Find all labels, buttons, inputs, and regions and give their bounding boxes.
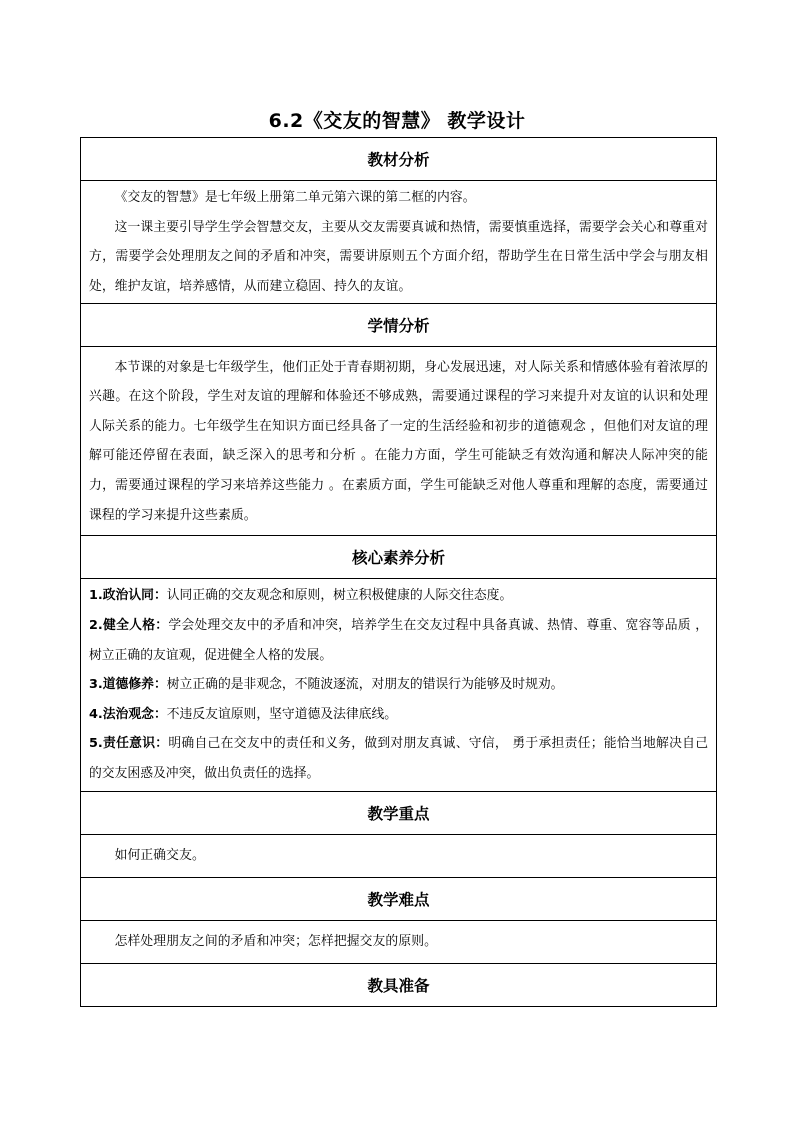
literacy-item <box>89 729 708 788</box>
lesson-plan-table <box>80 137 717 1007</box>
literacy-item <box>89 700 708 730</box>
literacy-item-text: 不违反友谊原则，坚守道德及法律底线。 <box>166 706 398 722</box>
section-body-key-point <box>81 834 717 877</box>
key-point-text: 如何正确交友。 <box>114 847 205 863</box>
section-heading-student-analysis: 学情分析 <box>81 304 717 347</box>
section-heading-core-literacy: 核心素养分析 <box>81 536 717 579</box>
section-heading-textbook-analysis: 教材分析 <box>81 138 717 181</box>
literacy-item-text: 树立正确的是非观念，不随波逐流，对朋友的错误行为能够及时规劝。 <box>166 677 564 693</box>
literacy-item-label: 4.法治观念： <box>89 706 167 722</box>
section-heading-key-point: 教学重点 <box>81 791 717 834</box>
section-heading-difficult-point: 教学难点 <box>81 877 717 920</box>
section-body-core-literacy <box>81 579 717 791</box>
literacy-item <box>89 581 708 611</box>
literacy-item-text: 明确自己在交友中的责任和义务，做到对朋友真诚、守信， 勇于承担责任；能恰当地解决自己的交友困惑及冲突，做出负责任的选择。 <box>89 736 709 781</box>
section-heading-teaching-materials: 教具准备 <box>81 963 717 1006</box>
section-body-student-analysis <box>81 347 717 536</box>
literacy-item-label: 5.责任意识： <box>89 736 169 752</box>
literacy-item-text: 学会处理交友中的矛盾和冲突，培养学生在交友过程中具备真诚、热情、尊重、宽容等品质 ，树立正确的友谊观，促进健全人格的发展。 <box>89 617 709 663</box>
literacy-item-label: 1.政治认同： <box>89 588 167 604</box>
literacy-item-text: 认同正确的交友观念和原则，树立积极健康的人际交往态度。 <box>166 588 513 604</box>
textbook-paragraph: 这一课主要引导学生学会智慧交友，主要从交友需要真诚和热情，需要慎重选择，需要学会关心和尊重对方，需要学会处理朋友之间的矛盾和冲突，需要讲原则五个方面介绍，帮助学生在日常生活中学会与朋友相处，维护友谊，培养感情，从而建立稳固、持久的友谊。 <box>89 219 708 294</box>
section-body-textbook-analysis <box>81 181 717 304</box>
student-paragraph: 本节课的对象是七年级学生，他们正处于青春期初期，身心发展迅速，对人际关系和情感体验有着浓厚的兴趣。在这个阶段，学生对友谊的理解和体验还不够成熟，需要通过课程的学习来提升对友谊的认识和处理人际关系的能力。七年级学生在知识方面已经具备了一定的生活经验和初步的道德观念 ，但他们对友谊的理解可能还停留在表面，缺乏深入的思考和分析 。在能力方面，学生可能缺乏有效沟通和解决人际冲突的能力，需要通过课程的学习来培养这些能力 。在素质方面，学生可能缺乏对他人尊重和理解的态度，需要通过课程的学习来提升这些素质。 <box>89 359 708 523</box>
section-body-difficult-point <box>81 920 717 963</box>
document-title: 6.2《交友的智慧》 教学设计 <box>268 110 526 132</box>
literacy-item-label: 3.道德修养： <box>89 677 167 693</box>
literacy-item <box>89 670 708 700</box>
difficult-point-text: 怎样处理朋友之间的矛盾和冲突；怎样把握交友的原则。 <box>114 933 438 949</box>
literacy-item-label: 2.健全人格： <box>89 617 169 633</box>
literacy-item <box>89 611 708 670</box>
textbook-paragraph: 《交友的智慧》是七年级上册第二单元第六课的第二框的内容。 <box>114 190 476 205</box>
